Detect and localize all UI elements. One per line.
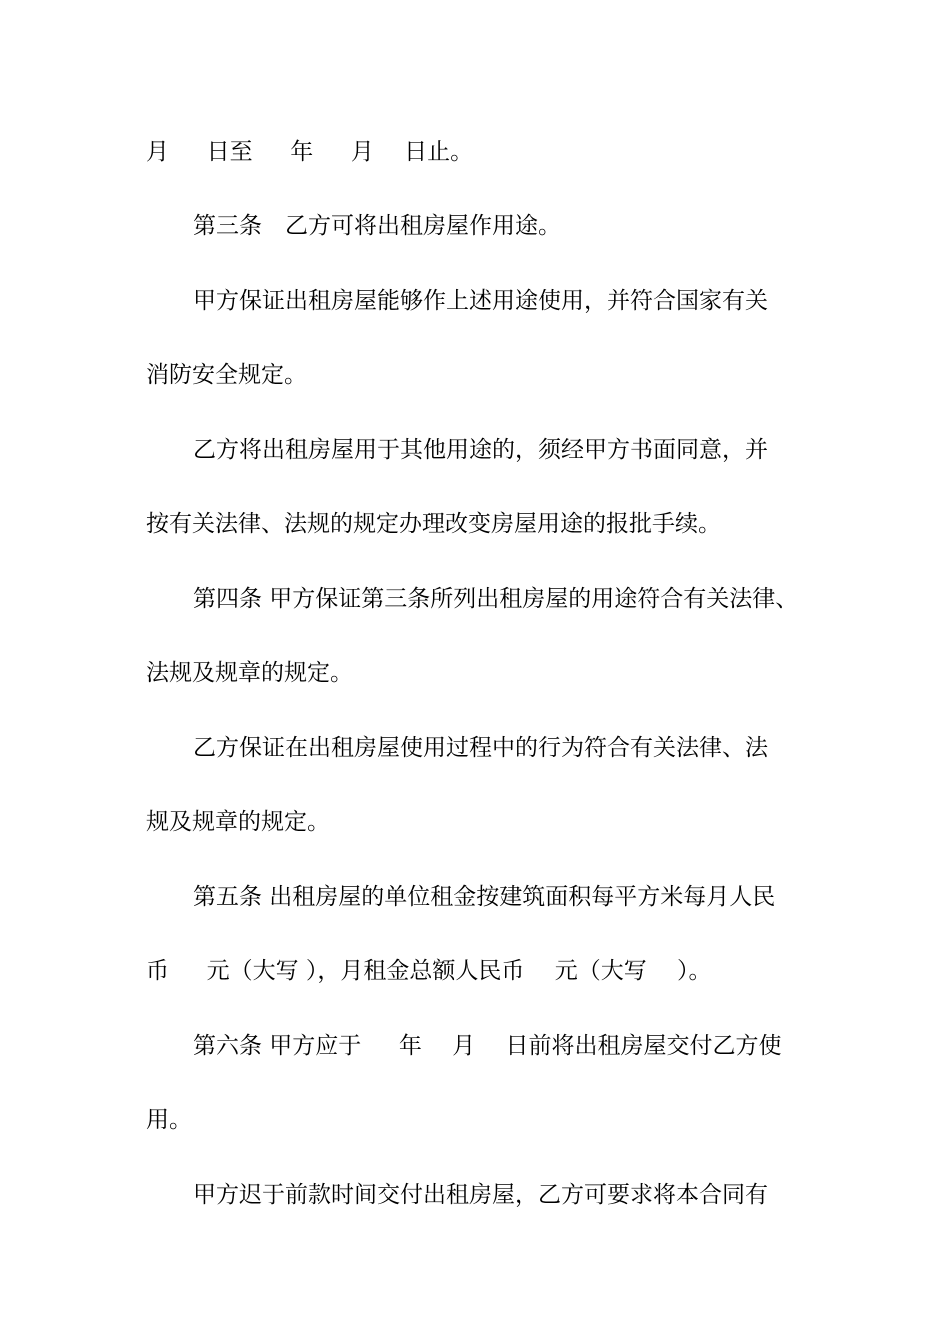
text-line-14: 用。 — [146, 1107, 192, 1133]
text-line-3: 甲方保证出租房屋能够作上述用途使用，并符合国家有关 — [193, 288, 768, 314]
text-line-11: 第五条 出租房屋的单位租金按建筑面积每平方米每月人民 — [193, 884, 776, 910]
text-line-5: 乙方将出租房屋用于其他用途的，须经甲方书面同意，并 — [193, 437, 768, 463]
text-line-4: 消防安全规定。 — [146, 362, 307, 388]
text-line-9: 乙方保证在出租房屋使用过程中的行为符合有关法律、法 — [193, 735, 768, 761]
text-line-6: 按有关法律、法规的规定办理改变房屋用途的报批手续。 — [146, 511, 721, 537]
text-line-1: 月 日至 年 月 日止。 — [146, 139, 474, 165]
text-line-8: 法规及规章的规定。 — [146, 660, 353, 686]
text-line-2: 第三条 乙方可将出租房屋作用途。 — [193, 213, 561, 239]
text-line-10: 规及规章的规定。 — [146, 809, 330, 835]
text-line-7: 第四条 甲方保证第三条所列出租房屋的用途符合有关法律、 — [193, 586, 799, 612]
text-line-13: 第六条 甲方应于 年 月 日前将出租房屋交付乙方使 — [193, 1033, 782, 1059]
text-line-15: 甲方迟于前款时间交付出租房屋，乙方可要求将本合同有 — [193, 1182, 768, 1208]
text-line-12: 币 元（大写 ），月租金总额人民币 元（大写 ）。 — [146, 958, 712, 984]
